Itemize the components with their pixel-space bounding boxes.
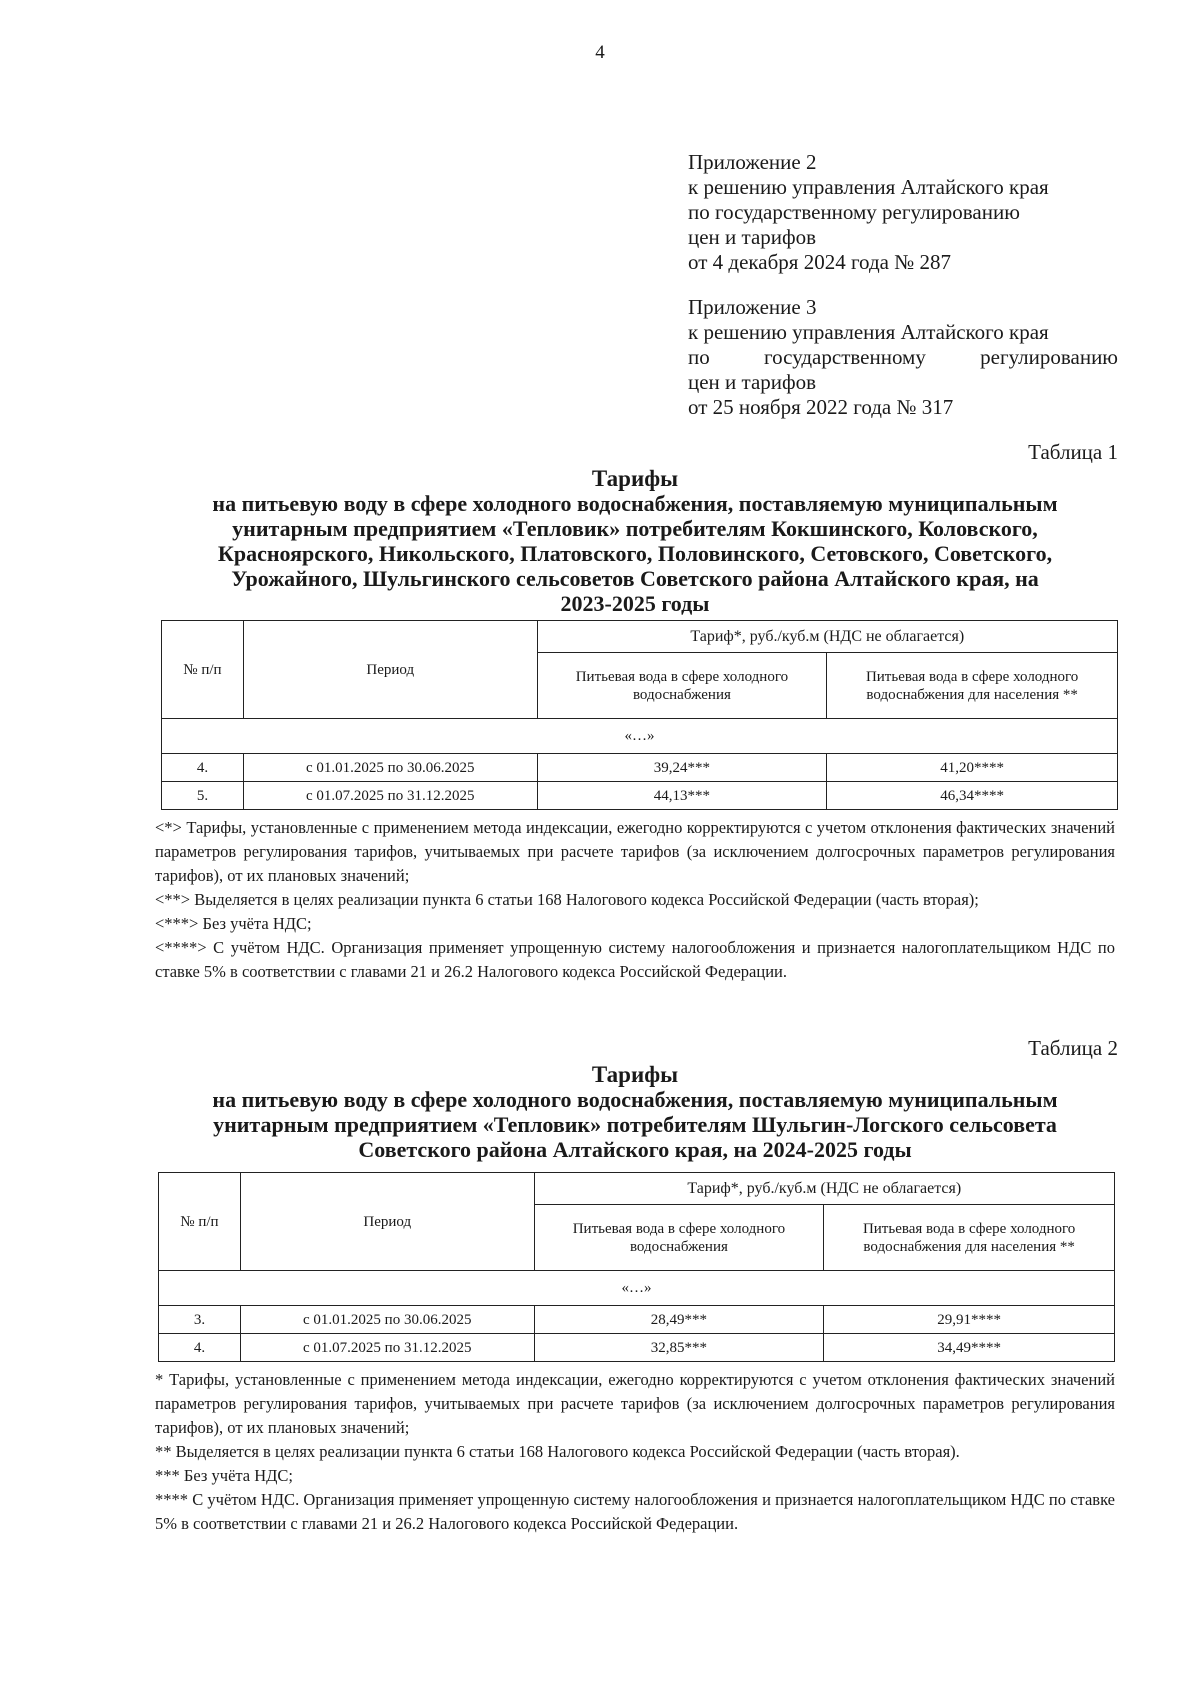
header-period: Период	[243, 621, 537, 719]
note: *** Без учёта НДС;	[155, 1466, 294, 1485]
table-row	[159, 1306, 1115, 1334]
row-num: 5.	[162, 782, 244, 810]
header-num: № п/п	[162, 621, 244, 719]
table-1-notes	[155, 816, 1115, 984]
table-1-title-block	[150, 466, 1120, 616]
row-period: с 01.07.2025 по 31.12.2025	[243, 782, 537, 810]
appendix-2-line: Приложение 2	[688, 150, 817, 174]
table-row	[162, 754, 1118, 782]
row-value-2: 41,20****	[827, 754, 1118, 782]
appendix-2-line: к решению управления Алтайского края	[688, 175, 1049, 199]
table-2-title-block	[150, 1062, 1120, 1162]
appendix-3-line: Приложение 3	[688, 295, 817, 319]
note: <*> Тарифы, установленные с применением метода индексации, ежегодно корректируются с учетом отклонения фактических значений параметров регулирования тарифов, учитываемых при расчете тарифов (за исключением долгосрочных параметров регулирования тарифов), от их плановых значений;	[155, 818, 1115, 885]
table-row	[162, 782, 1118, 810]
row-value-1: 32,85***	[534, 1334, 824, 1362]
note: <***> Без учёта НДС;	[155, 914, 312, 933]
appendix-2-line: от 4 декабря 2024 года № 287	[688, 250, 951, 274]
table-row	[159, 1334, 1115, 1362]
appendix-3-word: государственному	[764, 345, 926, 369]
note: <****> С учётом НДС. Организация применяет упрощенную систему налогообложения и признается налогоплательщиком НДС по ставке 5% в соответствии с главами 21 и 26.2 Налогового кодекса Российской Федерации.	[155, 938, 1115, 981]
table-1-subtitle-line: Красноярского, Никольского, Платовского, Половинского, Сетовского, Советского,	[217, 541, 1053, 566]
table-2	[158, 1172, 1115, 1362]
note: **** С учётом НДС. Организация применяет упрощенную систему налогообложения и признается налогоплательщиком НДС по ставке 5% в соответствии с главами 21 и 26.2 Налогового кодекса Российской Федерации.	[155, 1490, 1115, 1533]
row-value-1: 44,13***	[537, 782, 827, 810]
appendix-3-line: к решению управления Алтайского края	[688, 320, 1049, 344]
note: * Тарифы, установленные с применением метода индексации, ежегодно корректируются с учетом отклонения фактических значений параметров регулирования тарифов, учитываемых при расчете тарифов (за исключением долгосрочных параметров регулирования тарифов), от их плановых значений;	[155, 1370, 1115, 1437]
header-col-population: Питьевая вода в сфере холодного водоснабжения для населения **	[824, 1205, 1115, 1271]
header-col-cold-water: Питьевая вода в сфере холодного водоснабжения	[534, 1205, 824, 1271]
appendix-3-block	[688, 295, 1118, 420]
table-1-subtitle-line: Урожайного, Шульгинского сельсоветов Советского района Алтайского края, на	[231, 566, 1039, 591]
table-2-subtitle-line: на питьевую воду в сфере холодного водоснабжения, поставляемую муниципальным	[212, 1087, 1058, 1112]
header-col-population: Питьевая вода в сфере холодного водоснабжения для населения **	[827, 653, 1118, 719]
appendix-2-line: цен и тарифов	[688, 225, 817, 249]
row-num: 3.	[159, 1306, 241, 1334]
appendix-3-line: от 25 ноября 2022 года № 317	[688, 395, 954, 419]
appendix-3-word: по	[688, 345, 710, 369]
table-2-subtitle-line: Советского района Алтайского края, на 2024-2025 годы	[358, 1137, 912, 1162]
appendix-3-line: цен и тарифов	[688, 370, 817, 394]
table-2-subtitle-line: унитарным предприятием «Тепловик» потребителям Шульгин-Логского сельсовета	[213, 1112, 1057, 1137]
row-value-2: 34,49****	[824, 1334, 1115, 1362]
appendix-3-line-justified	[688, 345, 1118, 370]
table-1-subtitle-line: 2023-2025 годы	[560, 591, 710, 616]
row-value-1: 28,49***	[534, 1306, 824, 1334]
row-period: с 01.01.2025 по 30.06.2025	[240, 1306, 534, 1334]
table-2-title: Тарифы	[591, 1062, 679, 1087]
row-num: 4.	[159, 1334, 241, 1362]
ellipsis-row: «…»	[162, 719, 1118, 754]
appendix-2-block	[688, 150, 1118, 275]
page-number: 4	[595, 42, 605, 63]
note: ** Выделяется в целях реализации пункта 6 статьи 168 Налогового кодекса Российской Федерации (часть вторая).	[155, 1442, 960, 1461]
row-period: с 01.01.2025 по 30.06.2025	[243, 754, 537, 782]
header-col-cold-water: Питьевая вода в сфере холодного водоснабжения	[537, 653, 827, 719]
appendix-3-word: регулированию	[980, 345, 1118, 369]
header-tariff: Тариф*, руб./куб.м (НДС не облагается)	[534, 1173, 1114, 1205]
row-value-2: 46,34****	[827, 782, 1118, 810]
table-2-notes	[155, 1368, 1115, 1536]
ellipsis-row: «…»	[159, 1271, 1115, 1306]
row-value-1: 39,24***	[537, 754, 827, 782]
table-1-subtitle-line: на питьевую воду в сфере холодного водоснабжения, поставляемую муниципальным	[212, 491, 1058, 516]
table-1-subtitle-line: унитарным предприятием «Тепловик» потребителям Кокшинского, Коловского,	[232, 516, 1038, 541]
note: <**> Выделяется в целях реализации пункта 6 статьи 168 Налогового кодекса Российской Федерации (часть вторая);	[155, 890, 979, 909]
row-period: с 01.07.2025 по 31.12.2025	[240, 1334, 534, 1362]
table-1-label: Таблица 1	[1028, 440, 1118, 464]
header-num: № п/п	[159, 1173, 241, 1271]
table-1-title: Тарифы	[591, 466, 679, 491]
row-num: 4.	[162, 754, 244, 782]
table-1	[161, 620, 1118, 810]
appendix-2-line: по государственному регулированию	[688, 200, 1020, 224]
table-2-label: Таблица 2	[1028, 1036, 1118, 1060]
row-value-2: 29,91****	[824, 1306, 1115, 1334]
header-period: Период	[240, 1173, 534, 1271]
header-tariff: Тариф*, руб./куб.м (НДС не облагается)	[537, 621, 1117, 653]
